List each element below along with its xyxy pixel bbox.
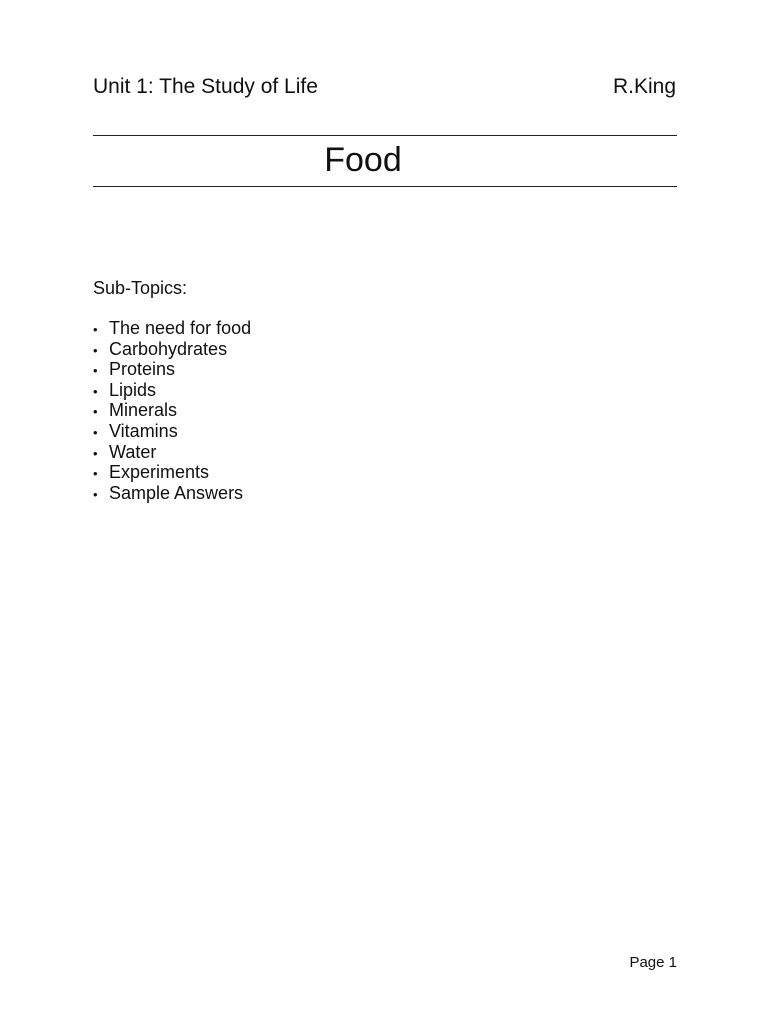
- list-item-label: Minerals: [109, 400, 178, 421]
- bullet-icon: •: [93, 424, 98, 440]
- bullet-icon: •: [93, 445, 98, 461]
- page-title: Food: [324, 141, 402, 179]
- list-item-label: The need for food: [109, 318, 252, 338]
- title-top-rule: [93, 135, 677, 136]
- bullet-icon: •: [93, 404, 98, 420]
- list-item: [93, 359, 251, 380]
- page-number: Page 1: [629, 954, 677, 971]
- list-item: [93, 421, 251, 442]
- list-item-label: Proteins: [109, 359, 176, 380]
- list-item: [93, 380, 251, 401]
- list-item: [93, 483, 251, 504]
- unit-title: Unit 1: The Study of Life: [93, 75, 318, 98]
- bullet-icon: •: [93, 466, 98, 482]
- subtopics-list: [93, 318, 251, 503]
- list-item-label: Water: [109, 441, 157, 462]
- bullet-icon: •: [93, 383, 98, 399]
- list-item: [93, 400, 251, 421]
- list-item-label: Vitamins: [109, 420, 178, 441]
- list-item: [93, 462, 251, 483]
- list-item-label: Experiments: [109, 462, 210, 483]
- list-item-label: Sample Answers: [109, 482, 244, 503]
- bullet-icon: •: [93, 486, 98, 502]
- bullet-icon: •: [93, 363, 98, 379]
- list-item: [93, 442, 251, 463]
- bullet-icon: •: [93, 342, 98, 358]
- list-item-label: Lipids: [109, 379, 157, 400]
- list-item-label: Carbohydrates: [109, 338, 228, 359]
- list-item: [93, 339, 251, 360]
- author-name: R.King: [612, 75, 676, 98]
- bullet-icon: •: [93, 322, 98, 337]
- list-item: [93, 318, 251, 339]
- subtopics-heading: Sub-Topics:: [93, 278, 188, 298]
- title-bottom-rule: [93, 186, 677, 187]
